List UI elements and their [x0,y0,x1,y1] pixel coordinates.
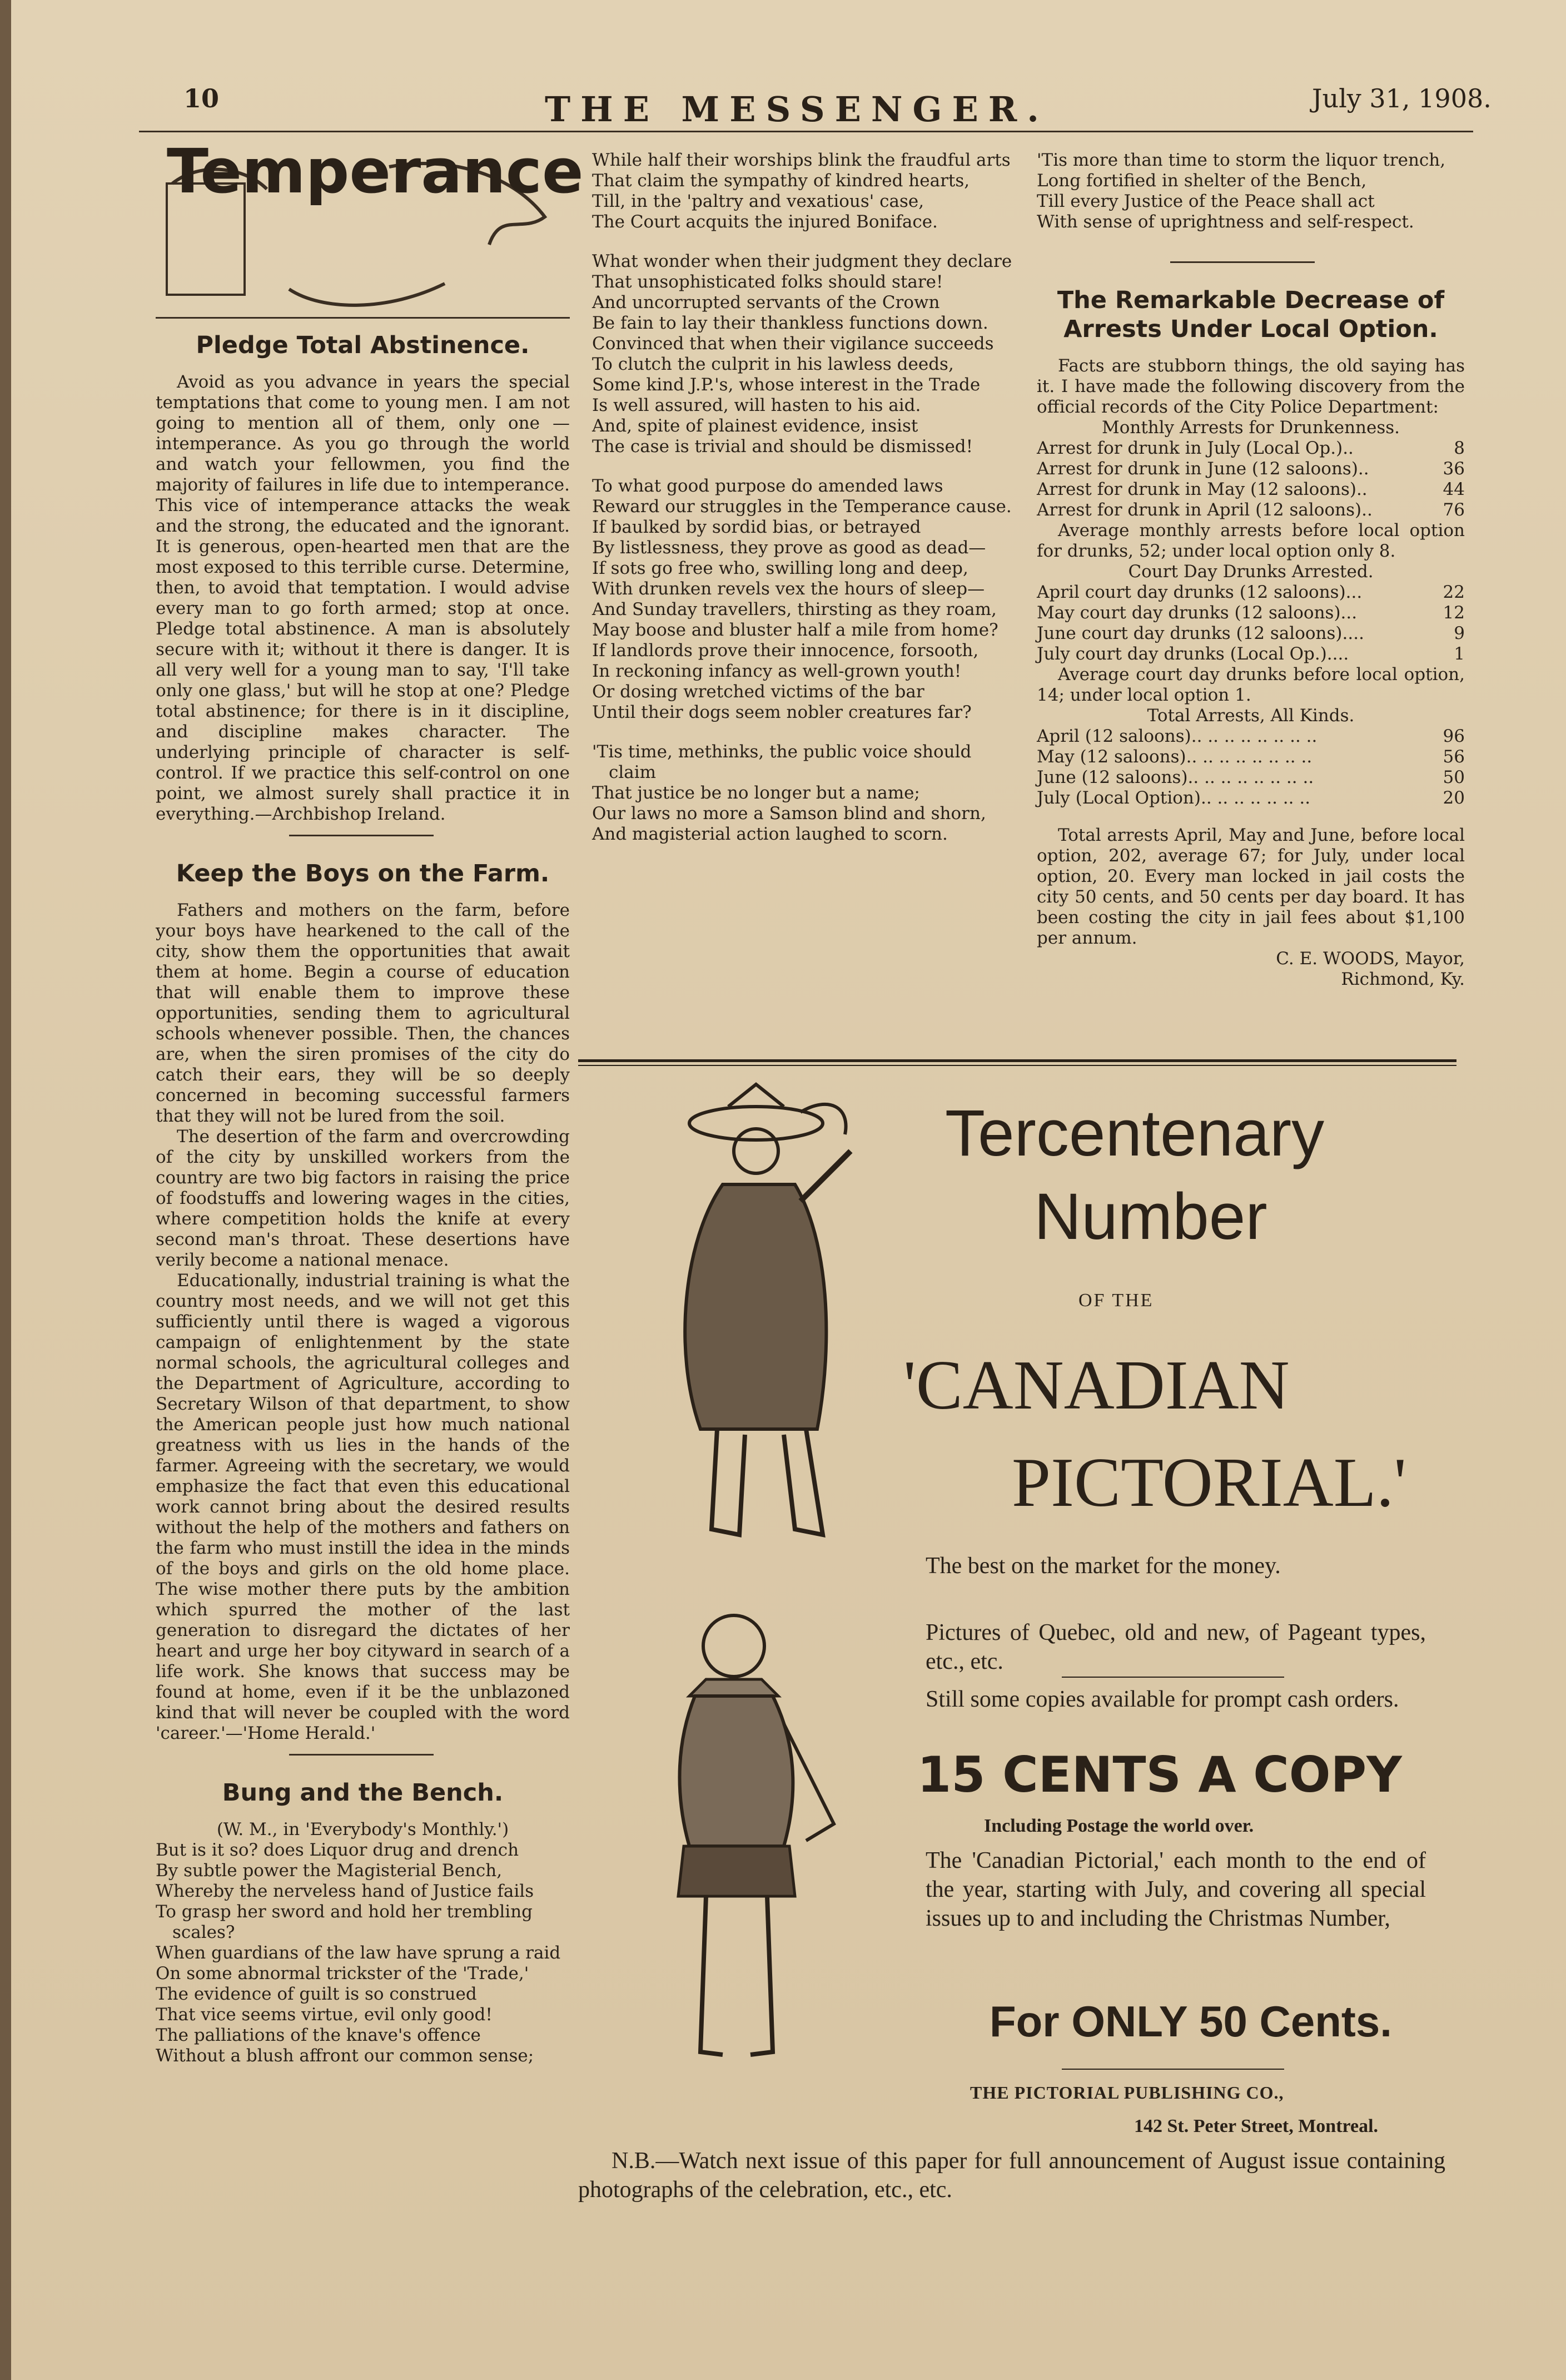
ad-offer: For ONLY 50 Cents. [990,1997,1392,2046]
stat-value: 9 [1454,623,1465,643]
poem-line: 'Tis more than time to storm the liquor trench, [1037,150,1446,170]
stat-value: 96 [1443,726,1465,746]
monthly-heading: Monthly Arrests for Drunkenness. [1101,418,1400,438]
article-body-pledge: Avoid as you advance in years the special temptations that come to young men. I am not going to mention all of them, only one —intemperance. As you go through the world and watch your fellowmen, you find the majority of failures in life due to intemperance. This vice of intemperance attacks the weak and the strong, the educated and the ignorant. It is generous, open-hearted men that are the most exposed to this terrible curse. Determine, then, to avoid that temptation. I would advise every man to go forth armed; stop at once. Pledge total abstinence. A man is absolutely secure with it; without it there is danger. It is all very well for a young man to say, 'I'll take only one glass,' but will he stop at one? Pledge total abstinence; for there is in it discipline, and discipline makes character. The underlying principle of character is self-control. If we practice this self-control on one point, we almost surely shall practice it in everything.—Archbishop Ireland. [156,372,570,824]
article-title-pledge: Pledge Total Abstinence. [196,331,530,359]
poem-line: If baulked by sordid bias, or betrayed [592,517,921,537]
poem-line: Without a blush affront our common sense; [156,2046,534,2066]
poem-line: The palliations of the knave's offence [156,2025,481,2045]
stat-label: July (Local Option).. .. .. .. .. .. .. [1037,788,1311,808]
poem-line: By listlessness, they prove as good as dead— [592,538,986,558]
stat-row [1037,479,1465,500]
ad-notice: N.B.—Watch next issue of this paper for full announcement of August issue containing photographs of the celebration, etc., etc. [578,2148,1445,2203]
poem-line: Is well assured, will hasten to his aid. [592,395,921,415]
poem-line: To clutch the culprit in his lawless deeds, [592,354,954,374]
stat-label: June court day drunks (12 saloons).... [1037,623,1364,643]
signature-place: Richmond, Ky. [1341,969,1465,989]
ad-paragraph-2: Pictures of Quebec, old and new, of Pageant types, etc., etc. [926,1620,1426,1674]
poem-line: On some abnormal trickster of the 'Trade,' [156,1964,529,1984]
poem-line: Or dosing wretched victims of the bar [592,682,924,702]
poem-line: In reckoning infancy as well-grown youth! [592,661,962,681]
poem-line: That claim the sympathy of kindred hearts, [592,171,970,191]
poem-line: And magisterial action laughed to scorn. [592,824,948,844]
stat-row [1037,726,1465,747]
totals-heading: Total Arrests, All Kinds. [1147,706,1355,726]
stat-row [1037,603,1465,623]
poem-line: That justice be no longer but a name; [592,783,920,803]
poem-stanza [592,742,1015,845]
stat-label: Arrest for drunk in June (12 saloons).. [1037,459,1369,479]
farm-paragraph-3: Educationally, industrial training is what the country most needs, and we will not get this sufficiently until there is waged a vigorous campaign of enlightenment by the state normal schools, the agricultural colleges and the Department of Agriculture, according to Secretary Wilson of that department, to show the American people just how much national greatness with us lies in the hands of the farmer. Agreeing with the secretary, we would emphasize the fact that even this educational work cannot bring about the desired results without the help of the mothers and fathers on the farm who must instill the idea in the minds of the boys and girls on the old home place. The wise mother there puts by the ambition which spurred the mother of the last generation to disregard the dictates of her heart and urge her boy cityward in search of a life work. She knows that success may be found at home, even if it be the unblazoned kind that will never be coupled with the word 'career.'—'Home Herald.' [156,1271,570,1743]
ad-paragraph-1: The best on the market for the money. [926,1553,1281,1579]
poem-line: When guardians of the law have sprung a raid [156,1943,561,1963]
canadian-pictorial-ad [578,1073,1468,2241]
ad-price: 15 CENTS A COPY [917,1746,1402,1803]
farm-paragraph-2: The desertion of the farm and overcrowding of the city by unskilled workers from the country are two big factors in raising the price of foodstuffs and lowering wages in the cities, where competition holds the knife at every second man's throat. These desertions have verily become a national menace. [156,1127,570,1270]
column-3 [1037,150,1465,990]
stat-value: 22 [1443,582,1465,602]
poem-line: And uncorrupted servants of the Crown [592,292,940,313]
poem-stanza [592,150,1015,232]
article-title-arrests: The Remarkable Decrease of Arrests Under Local Option. [1057,286,1445,343]
stat-row [1037,767,1465,788]
ad-title-line-2: Number [1034,1180,1267,1253]
poem-part-2 [592,150,1015,845]
poem-line: Long fortified in shelter of the Bench, [1037,171,1367,191]
article-title-bung: Bung and the Bench. [222,1779,504,1807]
stat-value: 50 [1443,767,1465,787]
stat-value: 12 [1443,603,1465,623]
poem-stanza [592,251,1015,457]
stat-value: 76 [1443,500,1465,520]
ad-name-line-2: PICTORIAL.' [1012,1444,1406,1521]
ad-postage: Including Postage the world over. [984,1816,1254,1836]
stat-label: Arrest for drunk in May (12 saloons).. [1037,479,1368,499]
poem-stanza [156,1840,570,2066]
stat-row [1037,500,1465,520]
poem-line: And, spite of plainest evidence, insist [592,416,918,436]
stat-value: 1 [1454,644,1465,664]
poem-line: By subtle power the Magisterial Bench, [156,1861,503,1881]
poem-line: That unsophisticated folks should stare! [592,272,943,292]
stat-value: 8 [1454,438,1465,458]
stat-row [1037,438,1465,459]
poem-line: May boose and bluster half a mile from home? [592,620,998,640]
poem-line: Be fain to lay their thankless functions down. [592,313,988,333]
poem-line: Till, in the 'paltry and vexatious' case, [592,191,924,211]
page-spine [0,0,11,2380]
ad-divider [1062,2069,1284,2070]
stat-label: April (12 saloons).. .. .. .. .. .. .. .. [1037,726,1318,746]
column-1 [156,136,584,2085]
temperance-logo [156,136,584,319]
ad-paragraph-4: The 'Canadian Pictorial,' each month to the end of the year, starting with July, and covering all special issues up to and including the Christmas Number, [926,1848,1426,1931]
courtier-figure-icon [623,1585,878,2085]
temperance-logo-text: Temperance [167,136,584,207]
stat-row [1037,623,1465,644]
farm-paragraph-1: Fathers and mothers on the farm, before your boys have hearkened to the call of the city, show them the opportunities that await them at home. Begin a course of education that will enable them to improve these opportunities, sending them to agricultural schools whenever possible. Then, the chances are, when the siren promises of the city do catch their ears, they will be so deeply concerned in becoming successful farmers that they will not be lured from the soil. [156,900,570,1126]
separator-ornament [156,1744,570,1766]
stat-row [1037,459,1465,479]
poem-line: If landlords prove their innocence, forsooth, [592,641,979,661]
page-number: 10 [183,83,220,113]
poem-line: That vice seems virtue, evil only good! [156,2005,493,2025]
poem-line: Our laws no more a Samson blind and shorn, [592,804,986,824]
poem-line: The case is trivial and should be dismissed! [592,437,973,457]
stat-value: 36 [1443,459,1465,479]
poem-line: Till every Justice of the Peace shall act [1037,191,1375,211]
stat-row [1037,747,1465,767]
separator-ornament [1037,251,1465,274]
ad-title-line-1: Tercentenary [945,1097,1325,1170]
ad-publisher: THE PICTORIAL PUBLISHING CO., [970,2082,1284,2103]
poem-stanza [1037,150,1465,232]
poem-part-1 [156,1840,570,2066]
header-rule [139,131,1473,132]
ad-top-rule [578,1059,1456,1062]
stat-label: June (12 saloons).. .. .. .. .. .. .. .. [1037,767,1314,787]
cavalier-figure-icon [617,1073,884,1574]
ad-of-the: OF THE [1078,1290,1154,1311]
stat-value: 44 [1443,479,1465,499]
poem-line: Whereby the nerveless hand of Justice fails [156,1881,534,1901]
stat-label: April court day drunks (12 saloons)... [1037,582,1363,602]
poem-line: While half their worships blink the fraudful arts [592,150,1011,170]
court-average: Average court day drunks before local option, 14; under local option 1. [1037,665,1465,705]
poem-line: To what good purpose do amended laws [592,476,943,496]
poem-line: What wonder when their judgment they declare [592,251,1012,271]
court-heading: Court Day Drunks Arrested. [1128,562,1374,582]
ad-address: 142 St. Peter Street, Montreal. [1134,2116,1379,2136]
separator-ornament [156,825,570,847]
stat-value: 56 [1443,747,1465,767]
poem-line: If sots go free who, swilling long and deep, [592,558,968,578]
signature-name: C. E. WOODS, Mayor, [1276,949,1465,969]
monthly-average: Average monthly arrests before local option for drunks, 52; under local option only 8. [1037,520,1465,561]
stat-row [1037,788,1465,809]
ad-name-line-1: 'CANADIAN [903,1347,1290,1424]
stat-label: Arrest for drunk in July (Local Op.).. [1037,438,1354,458]
ad-top-rule-thin [578,1065,1456,1066]
stat-label: July court day drunks (Local Op.).... [1037,644,1349,664]
poem-stanza [592,476,1015,723]
ad-paragraph-3: Still some copies available for prompt cash orders. [926,1687,1399,1712]
court-arrests-table [1037,582,1465,665]
poem-line: Convinced that when their vigilance succeeds [592,334,994,354]
arrests-closing: Total arrests April, May and June, before local option, 202, average 67; for July, under local option, 20. Every man locked in jail costs the city 50 cents, and 50 cents per day board. It has been costing the city in jail fees about $1,100 per annum. [1037,825,1465,948]
poem-line: The Court acquits the injured Boniface. [592,212,938,232]
stat-label: Arrest for drunk in April (12 saloons).. [1037,500,1373,520]
arrests-intro: Facts are stubborn things, the old saying has it. I have made the following discovery from the official records of the City Police Department: [1037,356,1465,417]
issue-date: July 31, 1908. [1312,83,1492,113]
poem-line: Reward our struggles in the Temperance cause. [592,497,1012,517]
masthead: THE MESSENGER. [545,89,1049,130]
total-arrests-table [1037,726,1465,809]
stat-value: 20 [1443,788,1465,808]
poem-line: Some kind J.P.'s, whose interest in the Trade [592,375,981,395]
poem-line: Until their dogs seem nobler creatures far? [592,702,972,722]
column-2 [592,150,1015,864]
stat-row [1037,582,1465,603]
poem-line: With sense of uprightness and self-respect. [1037,212,1414,232]
stat-label: May court day drunks (12 saloons)... [1037,603,1358,623]
poem-line: But is it so? does Liquor drug and drench [156,1840,519,1860]
poem-line: With drunken revels vex the hours of sleep— [592,579,985,599]
monthly-arrests-table [1037,438,1465,520]
ad-divider [1062,1677,1284,1678]
article-byline-bung: (W. M., in 'Everybody's Monthly.') [216,1819,509,1839]
poem-line: To grasp her sword and hold her trembling scales? [156,1902,533,1942]
poem-line: 'Tis time, methinks, the public voice should claim [592,742,972,782]
stat-row [1037,644,1465,665]
poem-part-3 [1037,150,1465,232]
article-title-farm: Keep the Boys on the Farm. [176,860,550,887]
poem-line: And Sunday travellers, thirsting as they roam, [592,599,997,619]
poem-line: The evidence of guilt is so construed [156,1984,477,2004]
stat-label: May (12 saloons).. .. .. .. .. .. .. .. [1037,747,1313,767]
